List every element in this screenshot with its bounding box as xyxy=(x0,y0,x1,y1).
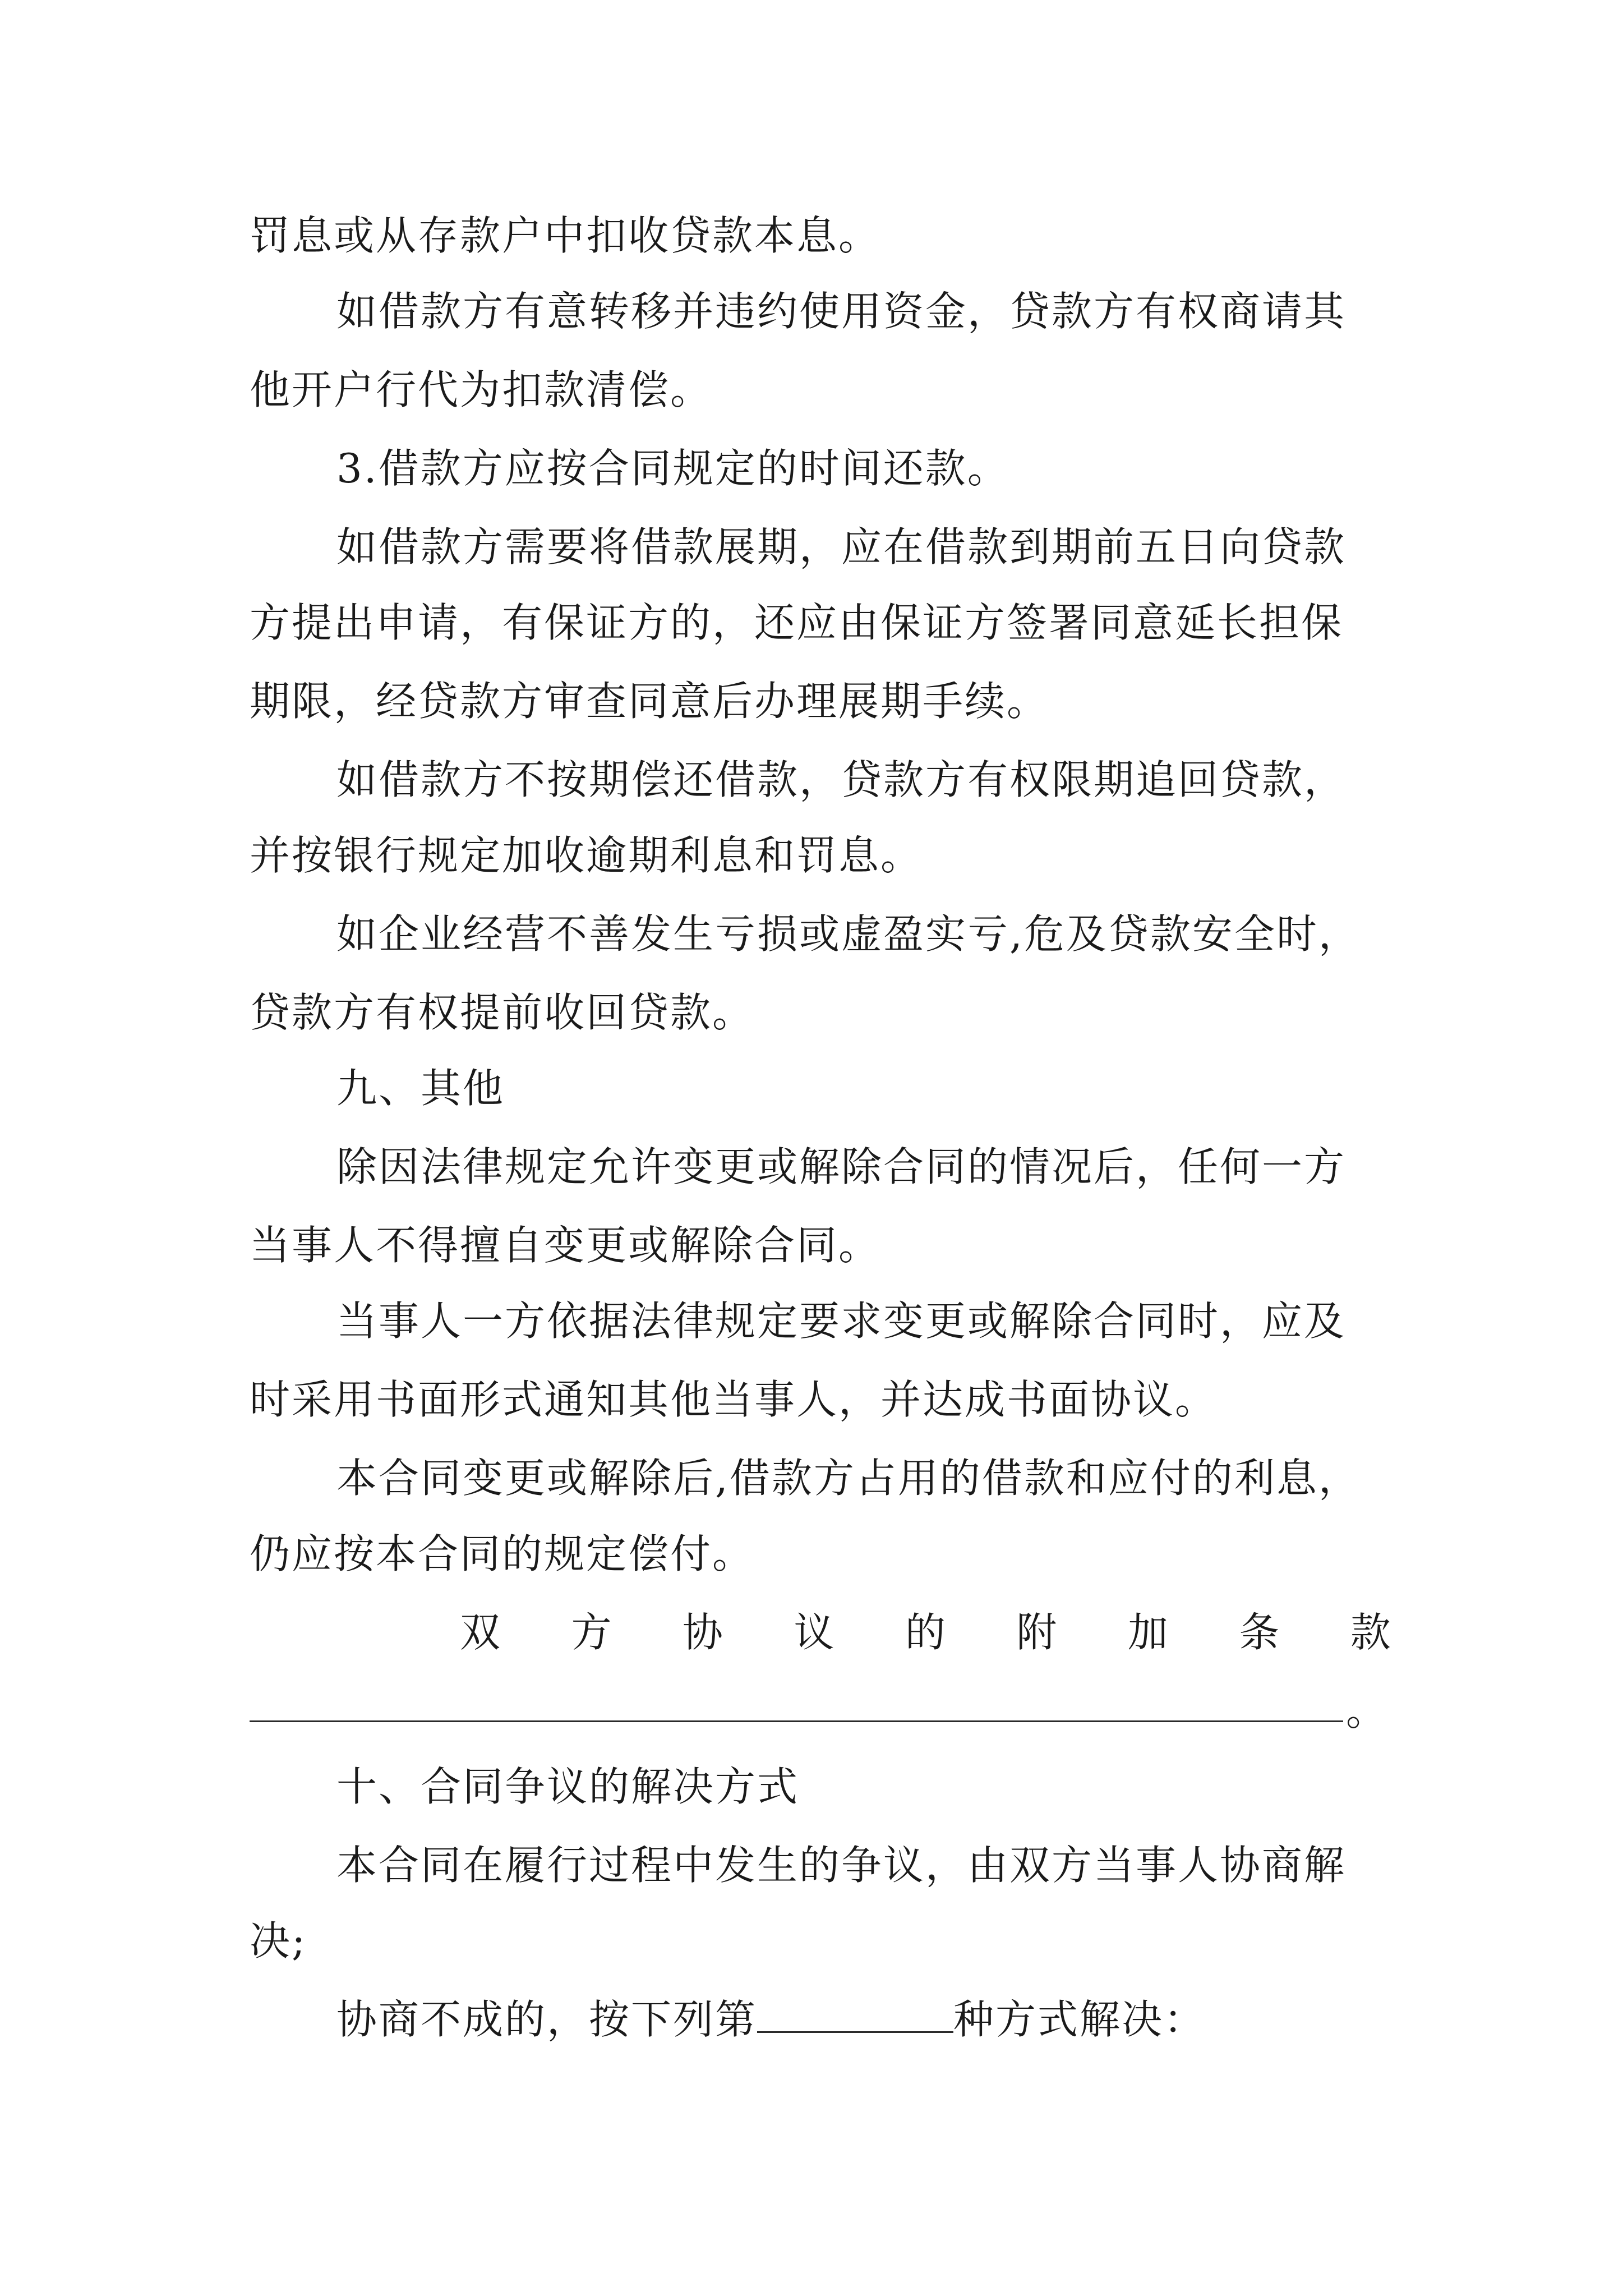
text-line: 当事人一方依据法律规定要求变更或解除合同时，应及 xyxy=(336,1297,1347,1345)
additional-terms-char: 款 xyxy=(1350,1609,1391,1656)
text-line: 当事人不得擅自变更或解除合同。 xyxy=(250,1222,881,1269)
additional-terms-char: 加 xyxy=(1127,1609,1168,1656)
additional-terms-blank xyxy=(250,1686,1394,1736)
text-line: 如借款方需要将借款展期，应在借款到期前五日向贷款 xyxy=(336,523,1347,570)
dispute-method-suffix: 种方式解决： xyxy=(953,1996,1206,2043)
text-line: 并按银行规定加收逾期利息和罚息。 xyxy=(250,832,923,879)
text-line: 仍应按本合同的规定偿付。 xyxy=(250,1530,755,1577)
additional-terms-char: 方 xyxy=(571,1609,612,1656)
text-line: 时采用书面形式通知其他当事人，并达成书面协议。 xyxy=(250,1376,1218,1423)
additional-terms-char: 条 xyxy=(1239,1609,1280,1656)
text-line: 本合同在履行过程中发生的争议，由双方当事人协商解 xyxy=(336,1842,1347,1889)
text-line: 他开户行代为扣款清偿。 xyxy=(250,366,713,413)
text-line: 如借款方有意转移并违约使用资金，贷款方有权商请其 xyxy=(336,288,1347,335)
additional-terms-char: 协 xyxy=(682,1609,723,1656)
fill-in-line xyxy=(250,1720,1343,1722)
text-line: 除因法律规定允许变更或解除合同的情况后，任何一方 xyxy=(336,1143,1347,1190)
text-line: 贷款方有权提前收回贷款。 xyxy=(250,989,755,1036)
dispute-method-prefix: 协商不成的，按下列第 xyxy=(336,1996,758,2043)
section-heading-nine: 九、其他 xyxy=(336,1065,505,1112)
additional-terms-label xyxy=(460,1607,1391,1658)
text-line: 罚息或从存款户中扣收贷款本息。 xyxy=(250,212,881,259)
period-mark: 。 xyxy=(1346,1687,1387,1734)
dispute-method-line xyxy=(336,1994,1481,2045)
additional-terms-char: 附 xyxy=(1016,1609,1057,1656)
text-line: 如企业经营不善发生亏损或虚盈实亏,危及贷款安全时， xyxy=(336,910,1361,958)
section-heading-ten: 十、合同争议的解决方式 xyxy=(336,1763,800,1810)
dispute-method-blank xyxy=(757,1994,953,2033)
text-line: 3.借款方应按合同规定的时间还款。 xyxy=(336,445,1009,492)
additional-terms-char: 的 xyxy=(905,1609,946,1656)
additional-terms-char: 议 xyxy=(794,1609,834,1656)
text-line: 决; xyxy=(250,1917,307,1964)
text-line: 方提出申请，有保证方的，还应由保证方签署同意延长担保 xyxy=(250,599,1344,646)
additional-terms-char: 双 xyxy=(460,1609,501,1656)
text-line: 期限，经贷款方审查同意后办理展期手续。 xyxy=(250,678,1049,725)
text-line: 本合同变更或解除后,借款方占用的借款和应付的利息， xyxy=(336,1455,1361,1502)
text-line: 如借款方不按期偿还借款，贷款方有权限期追回贷款， xyxy=(336,756,1347,803)
